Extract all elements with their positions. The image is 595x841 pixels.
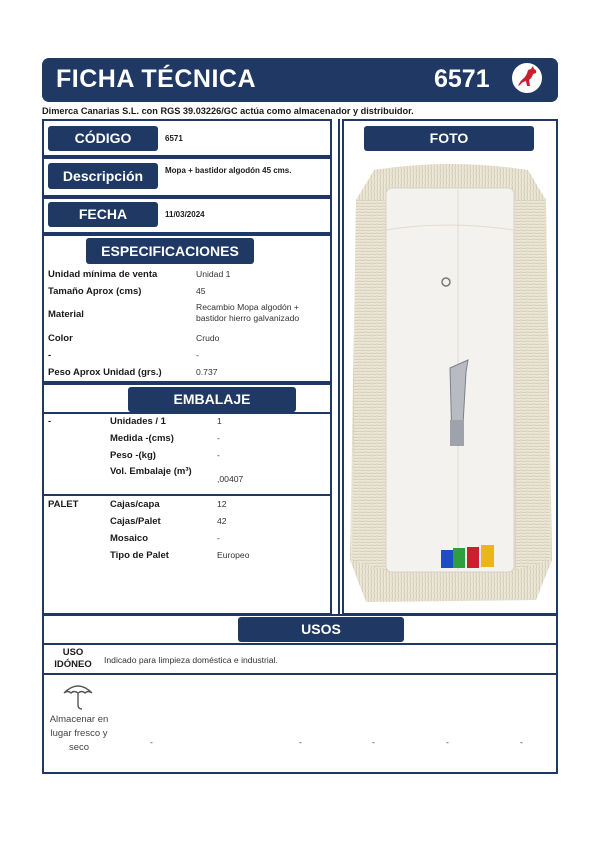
usos-dash: - [299,737,302,747]
spec-label: Color [48,333,73,344]
embalaje-value: ,00407 [217,474,244,484]
usos-dash: - [520,737,523,747]
embalaje-label: Vol. Embalaje (m³) [110,466,192,477]
spec-value: Unidad 1 [196,269,231,279]
embalaje-label: Cajas/Palet [110,516,161,527]
page-title: FICHA TÉCNICA [56,65,257,93]
spec-value: Recambio Mopa algodón + bastidor hierro galvanizado [196,302,300,323]
divider [42,494,332,496]
embalaje-group-label: - [48,416,52,427]
foto-title: FOTO [364,126,534,151]
embalaje-value: - [217,433,220,443]
fecha-label: FECHA [48,202,158,227]
storage-text: Almacenar en lugar fresco y seco [49,714,109,753]
embalaje-label: Unidades / 1 [110,416,166,427]
usos-dash: - [372,737,375,747]
embalaje-label: Peso -(kg) [110,450,156,461]
spec-label: Unidad mínima de venta [48,269,158,280]
divider [42,643,558,645]
usos-title: USOS [238,617,404,642]
embalaje-group-label: PALET [48,499,79,510]
spec-label: Tamaño Aprox (cms) [48,286,142,297]
usos-dash: - [446,737,449,747]
embalaje-label: Cajas/capa [110,499,160,510]
umbrella-icon [60,679,96,716]
codigo-value: 6571 [165,134,183,143]
uso-idoneo-text: Indicado para limpieza doméstica e industrial. [104,655,278,665]
especificaciones-title: ESPECIFICACIONES [86,238,254,264]
embalaje-section [42,383,332,615]
codigo-label: CÓDIGO [48,126,158,151]
spec-label: Peso Aprox Unidad (grs.) [48,367,162,378]
spec-label: - [48,350,52,361]
distributor-note: Dimerca Canarias S.L. con RGS 39.03226/GC actúa como almacenador y distribuidor. [42,106,414,116]
embalaje-value: 12 [217,499,227,509]
embalaje-value: - [217,533,220,543]
spec-label: Material [48,309,84,320]
embalaje-value: 1 [217,416,222,426]
embalaje-label: Mosaico [110,533,149,544]
embalaje-value: 42 [217,516,227,526]
header-banner [42,58,558,102]
divider [338,119,340,615]
embalaje-label: Tipo de Palet [110,550,169,561]
product-photo [346,160,554,610]
divider [42,673,558,675]
divider [42,412,332,414]
spec-value: Crudo [196,333,220,343]
spec-value: - [196,350,199,360]
usos-dash: - [150,737,153,747]
descripcion-label: Descripción [48,163,158,189]
descripcion-value: Mopa + bastidor algodón 45 cms. [165,166,292,175]
kangaroo-logo-icon [510,61,544,95]
fecha-value: 11/03/2024 [165,210,205,219]
embalaje-label: Medida -(cms) [110,433,174,444]
embalaje-value: - [217,450,220,460]
product-code-title: 6571 [434,65,490,93]
spec-value: 45 [196,286,206,296]
embalaje-title: EMBALAJE [128,387,296,412]
uso-idoneo-label: USO IDÓNEO [54,647,92,670]
embalaje-value: Europeo [217,550,250,560]
spec-value: 0.737 [196,367,218,377]
